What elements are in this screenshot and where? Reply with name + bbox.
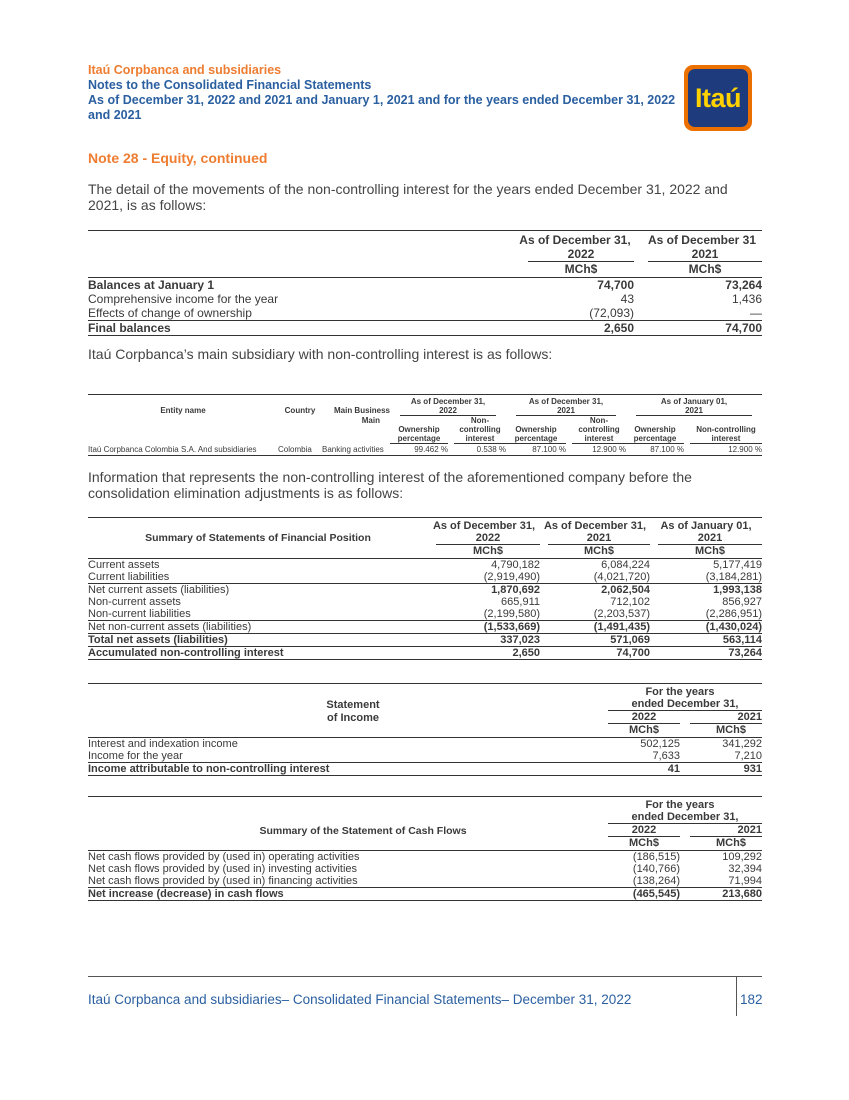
col-country: Country bbox=[284, 406, 316, 415]
table-row: Non-current liabilities (2,199,580) (2,203,537) (2,286,951) bbox=[88, 608, 762, 620]
table-row: Income attributable to non-controlling interest 41 931 bbox=[88, 762, 762, 775]
footer-divider bbox=[88, 976, 762, 977]
table-title: Summary of Statements of Financial Position bbox=[145, 532, 371, 545]
paragraph-main-subsidiary: Itaú Corpbanca’s main subsidiary with non-controlling interest is as follows: bbox=[88, 346, 553, 362]
table-title: Statement bbox=[326, 698, 380, 711]
header-subtitle bbox=[88, 78, 688, 123]
table-row: Comprehensive income for the year 43 1,436 bbox=[88, 291, 762, 306]
table-row: Itaú Corpbanca Colombia S.A. And subsidiaries Colombia Banking activities 99.462 % 0.538 % 87.100 % 12.900 % 87.100 % 12.900 % bbox=[88, 444, 762, 454]
group-header: As of December 31, bbox=[528, 396, 604, 406]
table-row: Accumulated non-controlling interest 2,650 74,700 73,264 bbox=[88, 647, 762, 659]
table-row: Income for the year 7,633 7,210 bbox=[88, 749, 762, 762]
table-row: Net non-current assets (liabilities) (1,533,669) (1,491,435) (1,430,024) bbox=[88, 621, 762, 633]
group-header: As of January 01, bbox=[660, 396, 728, 406]
col-header-year: 2021 bbox=[648, 247, 762, 262]
nci-movements-table bbox=[88, 230, 762, 336]
financial-position-table: Summary of Statements of Financial Position As of December 31, As of December 31, As of January 01, 2022 2021 2021 MCh$ MCh$ MCh$ Current assets 4,790,182 6,084,224 5,177,419 Current liabilities (2,919,490) (4,021,720) (3,184,281) Net current assets (liabilities) 1,870,692 2,062,504 1,993,138 Non-current assets 665,911 712,102 856,927 Non-current liabilities (2,199,580) (2,203,537) (2,286,951) Net non-current assets (liabilities) (1,533,669) (1,491,435) (1,430,024) Total net assets (liabilities) 337,023 571,069 563,114 Accumulated non-controlling interest 2,650 74,700 73,264 bbox=[88, 519, 762, 659]
income-statement-table: For the years Statement ended December 31, of Income 2022 2021 MCh$ MCh$ Interest and indexation income 502,125 341,292 Income for the year 7,633 7,210 Income attributable to non-controlling interest 41 931 bbox=[88, 685, 762, 775]
footer-text: Itaú Corpbanca and subsidiaries– Consolidated Financial Statements– December 31, 2022 bbox=[88, 992, 632, 1007]
paragraph-movements: The detail of the movements of the non-controlling interest for the years ended December 31, 2022 and 2021, is as follows: bbox=[88, 181, 728, 213]
note-title: Note 28 - Equity, continued bbox=[88, 150, 268, 166]
table-row: Net increase (decrease) in cash flows (465,545) 213,680 bbox=[88, 887, 762, 900]
col-header-unit: MCh$ bbox=[688, 262, 722, 277]
cash-flows-table: For the years ended December 31, Summary of the Statement of Cash Flows 2022 2021 MCh$ MCh$ Net cash flows provided by (used in) operating activities (186,515) 109,292 Net cash flows provided by (used in) investing activities (140,766) 32,394 Net cash flows provided by (used in) financing activities (138,264) 71,994 Net increase (decrease) in cash flows (465,545) 213,680 bbox=[88, 798, 762, 900]
table-row: Net cash flows provided by (used in) financing activities (138,264) 71,994 bbox=[88, 874, 762, 887]
col-main: Main Business bbox=[333, 406, 390, 415]
col-header: As of December 31, bbox=[519, 232, 631, 247]
table-row: Net cash flows provided by (used in) operating activities (186,515) 109,292 bbox=[88, 850, 762, 863]
col-header-unit: MCh$ bbox=[564, 262, 598, 277]
table-row: Effects of change of ownership (72,093) — bbox=[88, 305, 762, 320]
logo-text: Itaú bbox=[694, 82, 741, 113]
table-title: Summary of the Statement of Cash Flows bbox=[259, 824, 467, 837]
group-header: As of December 31, bbox=[410, 396, 486, 406]
table-row: Net cash flows provided by (used in) investing activities (140,766) 32,394 bbox=[88, 862, 762, 875]
table-row: Final balances 2,650 74,700 bbox=[88, 320, 762, 335]
table-row: Net current assets (liabilities) 1,870,692 2,062,504 1,993,138 bbox=[88, 583, 762, 596]
header-company: Itaú Corpbanca and subsidiaries bbox=[88, 63, 282, 77]
table-row: Current liabilities (2,919,490) (4,021,720) (3,184,281) bbox=[88, 570, 762, 583]
table-row: Non-current assets 665,911 712,102 856,927 bbox=[88, 596, 762, 608]
table-row: Interest and indexation income 502,125 341,292 bbox=[88, 737, 762, 750]
table-row: Balances at January 1 74,700 73,264 bbox=[88, 277, 762, 292]
col-header: As of December 31 bbox=[647, 232, 757, 247]
col-entity: Entity name bbox=[160, 406, 206, 415]
itau-logo bbox=[684, 65, 752, 131]
paragraph-info: Information that represents the non-controlling interest of the aforementioned company before the consolidation elimination adjustments is as follows: bbox=[88, 469, 692, 501]
col-header-year: 2022 bbox=[528, 247, 634, 262]
table-row: Current assets 4,790,182 6,084,224 5,177,419 bbox=[88, 558, 762, 571]
table-row: Total net assets (liabilities) 337,023 571,069 563,114 bbox=[88, 634, 762, 646]
subsidiary-table: As of December 31, As of December 31, As of January 01, Entity name Country Main Business 2022 2021 2021 Main Ownership percentage Non-controlling interest Ownership percentage Non-controlling interest Ownership percentage Non-controlling interest Itaú Corpbanca Colombia S.A. And subsidiaries Colombia Banking activities 99.462 % 0.538 % 87.100 % 12.900 % 87.100 % 12.900 % bbox=[88, 396, 762, 454]
header-line-dates: As of December 31, 2022 and 2021 and January 1, 2021 and for the years ended December 31, 2022 and 2021 bbox=[88, 93, 676, 122]
header-line-notes: Notes to the Consolidated Financial Statements bbox=[88, 78, 372, 92]
page-number: 182 bbox=[740, 992, 763, 1007]
footer-vertical-divider bbox=[736, 976, 737, 1016]
